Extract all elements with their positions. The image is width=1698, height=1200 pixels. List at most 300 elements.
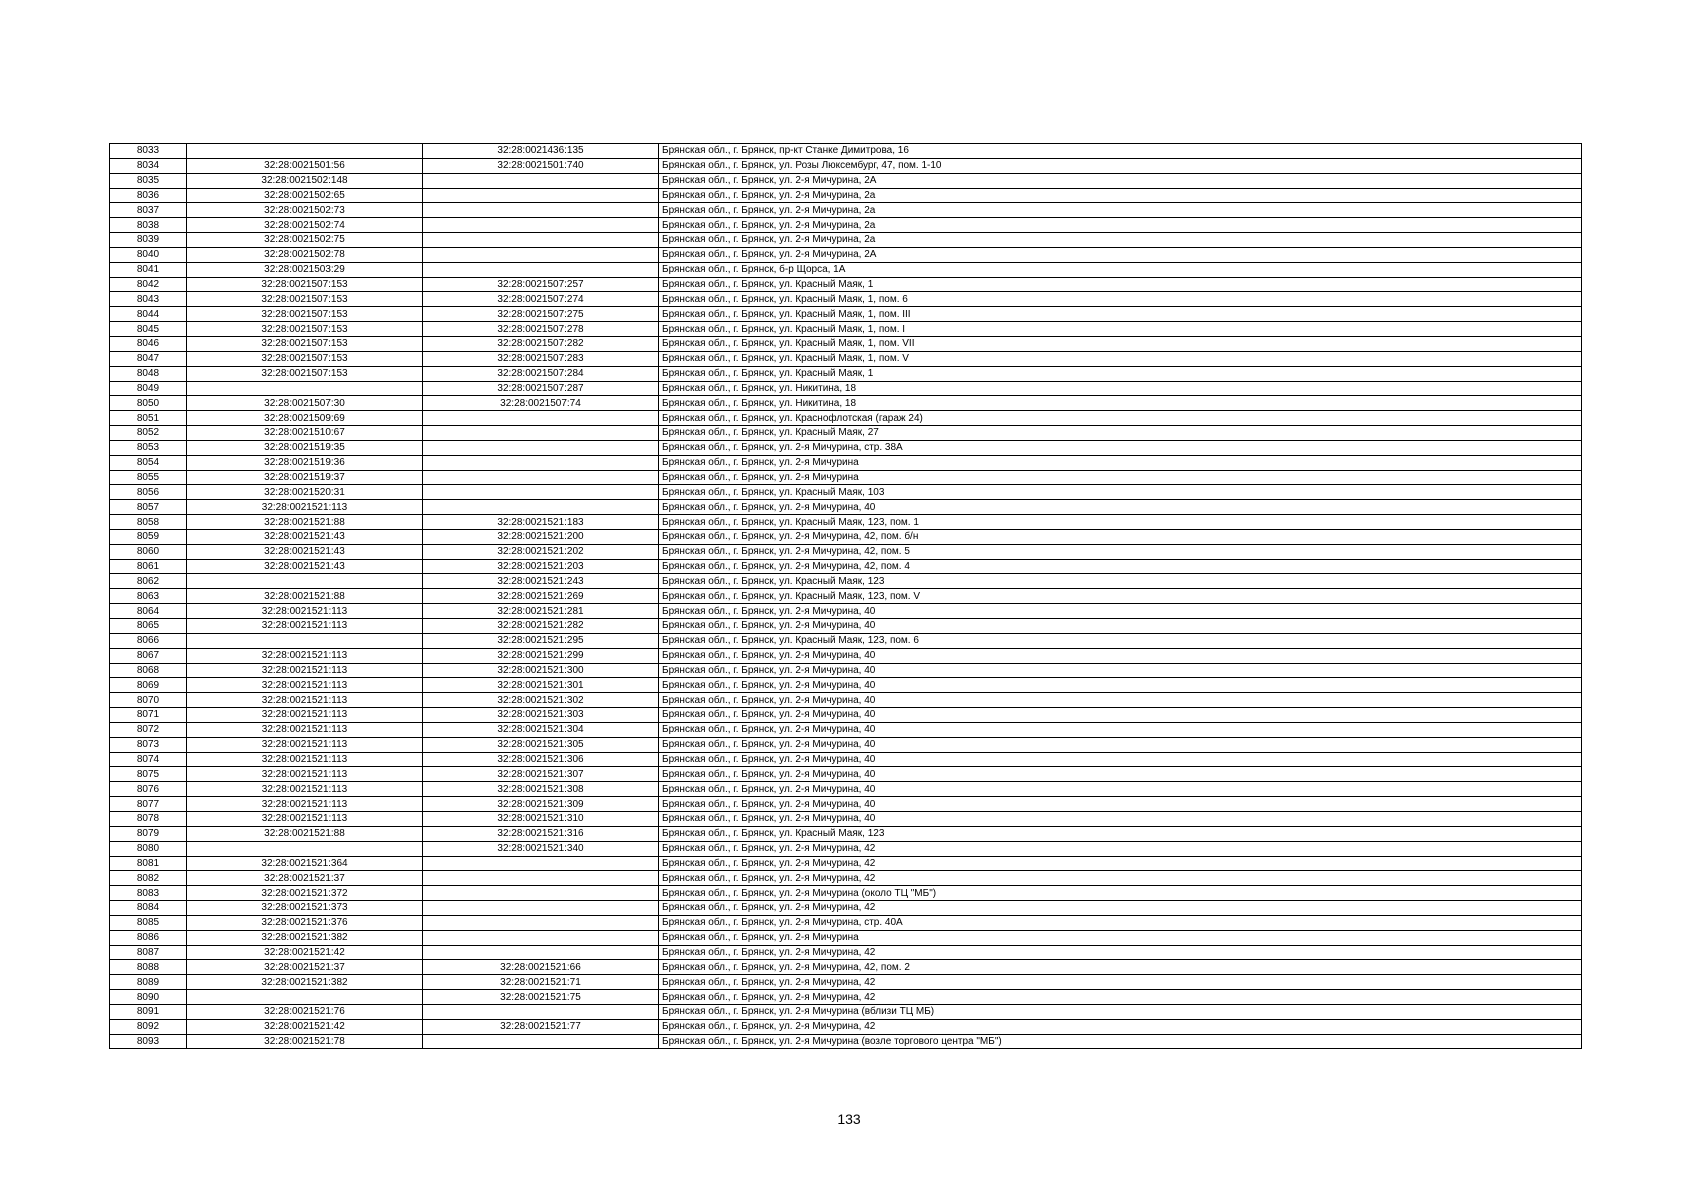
address-cell: Брянская обл., г. Брянск, ул. Красный Маяк, 1, пом. 6	[659, 292, 1582, 307]
row-number-cell: 8080	[110, 841, 187, 856]
row-number-cell: 8066	[110, 633, 187, 648]
table-row	[110, 351, 1582, 366]
row-number-cell: 8046	[110, 336, 187, 351]
object-cadastral-number-cell: 32:28:0021507:275	[423, 307, 659, 322]
row-number-cell: 8089	[110, 975, 187, 990]
address-cell: Брянская обл., г. Брянск, ул. Краснофлотская (гараж 24)	[659, 411, 1582, 426]
row-number-cell: 8061	[110, 559, 187, 574]
row-number-cell: 8053	[110, 440, 187, 455]
object-cadastral-number-cell	[423, 247, 659, 262]
object-cadastral-number-cell	[423, 886, 659, 901]
table-row	[110, 218, 1582, 233]
address-cell: Брянская обл., г. Брянск, ул. 2-я Мичурина, 2а	[659, 218, 1582, 233]
table-row	[110, 604, 1582, 619]
row-number-cell: 8071	[110, 708, 187, 723]
table-row	[110, 619, 1582, 634]
object-cadastral-number-cell: 32:28:0021521:200	[423, 529, 659, 544]
row-number-cell: 8093	[110, 1034, 187, 1049]
land-cadastral-number-cell: 32:28:0021521:113	[187, 678, 423, 693]
row-number-cell: 8049	[110, 381, 187, 396]
row-number-cell: 8078	[110, 811, 187, 826]
row-number-cell: 8038	[110, 218, 187, 233]
land-cadastral-number-cell: 32:28:0021502:65	[187, 188, 423, 203]
object-cadastral-number-cell	[423, 188, 659, 203]
land-cadastral-number-cell: 32:28:0021521:113	[187, 604, 423, 619]
object-cadastral-number-cell	[423, 411, 659, 426]
address-cell: Брянская обл., г. Брянск, ул. 2-я Мичурина, 2а	[659, 188, 1582, 203]
table-row	[110, 797, 1582, 812]
land-cadastral-number-cell: 32:28:0021507:153	[187, 322, 423, 337]
row-number-cell: 8050	[110, 396, 187, 411]
object-cadastral-number-cell: 32:28:0021521:307	[423, 767, 659, 782]
row-number-cell: 8083	[110, 886, 187, 901]
land-cadastral-number-cell: 32:28:0021521:78	[187, 1034, 423, 1049]
land-cadastral-number-cell	[187, 841, 423, 856]
table-row	[110, 233, 1582, 248]
address-cell: Брянская обл., г. Брянск, ул. 2-я Мичурина, 40	[659, 797, 1582, 812]
address-cell: Брянская обл., г. Брянск, пр-кт Станке Димитрова, 16	[659, 144, 1582, 159]
land-cadastral-number-cell: 32:28:0021509:69	[187, 411, 423, 426]
address-cell: Брянская обл., г. Брянск, ул. 2-я Мичурина, 42, пом. 4	[659, 559, 1582, 574]
address-cell: Брянская обл., г. Брянск, ул. 2-я Мичурина, 40	[659, 648, 1582, 663]
row-number-cell: 8057	[110, 500, 187, 515]
address-cell: Брянская обл., г. Брянск, ул. 2-я Мичурина, 40	[659, 767, 1582, 782]
table-row	[110, 975, 1582, 990]
address-cell: Брянская обл., г. Брянск, ул. 2-я Мичурина, 40	[659, 663, 1582, 678]
object-cadastral-number-cell: 32:28:0021521:75	[423, 990, 659, 1005]
object-cadastral-number-cell: 32:28:0021521:281	[423, 604, 659, 619]
table-row	[110, 1019, 1582, 1034]
page-number: 133	[837, 1111, 861, 1127]
land-cadastral-number-cell: 32:28:0021521:43	[187, 559, 423, 574]
table-row	[110, 945, 1582, 960]
address-cell: Брянская обл., г. Брянск, ул. 2-я Мичурина, стр. 40А	[659, 915, 1582, 930]
land-cadastral-number-cell: 32:28:0021521:372	[187, 886, 423, 901]
object-cadastral-number-cell: 32:28:0021521:203	[423, 559, 659, 574]
land-cadastral-number-cell: 32:28:0021521:88	[187, 515, 423, 530]
land-cadastral-number-cell: 32:28:0021521:76	[187, 1004, 423, 1019]
address-cell: Брянская обл., г. Брянск, ул. 2-я Мичурина, стр. 38А	[659, 440, 1582, 455]
row-number-cell: 8044	[110, 307, 187, 322]
object-cadastral-number-cell	[423, 440, 659, 455]
table-row	[110, 411, 1582, 426]
address-cell: Брянская обл., г. Брянск, ул. 2-я Мичурина, 40	[659, 708, 1582, 723]
table-row	[110, 336, 1582, 351]
object-cadastral-number-cell: 32:28:0021521:183	[423, 515, 659, 530]
object-cadastral-number-cell: 32:28:0021507:74	[423, 396, 659, 411]
row-number-cell: 8088	[110, 960, 187, 975]
address-cell: Брянская обл., г. Брянск, ул. 2-я Мичурина, 40	[659, 752, 1582, 767]
row-number-cell: 8090	[110, 990, 187, 1005]
object-cadastral-number-cell: 32:28:0021507:274	[423, 292, 659, 307]
address-cell: Брянская обл., г. Брянск, ул. 2-я Мичурина, 2А	[659, 247, 1582, 262]
address-cell: Брянская обл., г. Брянск, ул. 2-я Мичурина, 40	[659, 500, 1582, 515]
table-row	[110, 826, 1582, 841]
address-cell: Брянская обл., г. Брянск, ул. Красный Маяк, 1	[659, 277, 1582, 292]
table-row	[110, 366, 1582, 381]
land-cadastral-number-cell: 32:28:0021521:113	[187, 708, 423, 723]
row-number-cell: 8064	[110, 604, 187, 619]
table-row	[110, 648, 1582, 663]
row-number-cell: 8087	[110, 945, 187, 960]
row-number-cell: 8067	[110, 648, 187, 663]
land-cadastral-number-cell: 32:28:0021507:153	[187, 336, 423, 351]
address-cell: Брянская обл., г. Брянск, ул. 2-я Мичурина, 42	[659, 841, 1582, 856]
row-number-cell: 8056	[110, 485, 187, 500]
land-cadastral-number-cell: 32:28:0021521:373	[187, 901, 423, 916]
row-number-cell: 8036	[110, 188, 187, 203]
table-row	[110, 930, 1582, 945]
object-cadastral-number-cell	[423, 856, 659, 871]
land-cadastral-number-cell: 32:28:0021521:113	[187, 722, 423, 737]
table-row	[110, 633, 1582, 648]
table-row	[110, 678, 1582, 693]
row-number-cell: 8079	[110, 826, 187, 841]
row-number-cell: 8086	[110, 930, 187, 945]
address-cell: Брянская обл., г. Брянск, ул. 2-я Мичурина, 42	[659, 990, 1582, 1005]
table-row	[110, 752, 1582, 767]
row-number-cell: 8073	[110, 737, 187, 752]
row-number-cell: 8060	[110, 544, 187, 559]
land-cadastral-number-cell: 32:28:0021519:37	[187, 470, 423, 485]
object-cadastral-number-cell	[423, 426, 659, 441]
object-cadastral-number-cell: 32:28:0021507:282	[423, 336, 659, 351]
land-cadastral-number-cell: 32:28:0021521:364	[187, 856, 423, 871]
land-cadastral-number-cell: 32:28:0021521:113	[187, 797, 423, 812]
row-number-cell: 8069	[110, 678, 187, 693]
land-cadastral-number-cell: 32:28:0021521:43	[187, 529, 423, 544]
table-row	[110, 767, 1582, 782]
address-cell: Брянская обл., г. Брянск, ул. Красный Маяк, 1, пом. III	[659, 307, 1582, 322]
row-number-cell: 8076	[110, 782, 187, 797]
address-cell: Брянская обл., г. Брянск, ул. 2-я Мичурина, 2А	[659, 173, 1582, 188]
row-number-cell: 8033	[110, 144, 187, 159]
object-cadastral-number-cell	[423, 915, 659, 930]
address-cell: Брянская обл., г. Брянск, ул. 2-я Мичурина, 40	[659, 678, 1582, 693]
land-cadastral-number-cell: 32:28:0021520:31	[187, 485, 423, 500]
table-row	[110, 470, 1582, 485]
table-row	[110, 663, 1582, 678]
object-cadastral-number-cell: 32:28:0021507:284	[423, 366, 659, 381]
land-cadastral-number-cell: 32:28:0021521:113	[187, 648, 423, 663]
land-cadastral-number-cell	[187, 633, 423, 648]
land-cadastral-number-cell: 32:28:0021521:376	[187, 915, 423, 930]
address-cell: Брянская обл., г. Брянск, ул. 2-я Мичурина, 2а	[659, 233, 1582, 248]
object-cadastral-number-cell: 32:28:0021521:310	[423, 811, 659, 826]
land-cadastral-number-cell: 32:28:0021521:37	[187, 960, 423, 975]
row-number-cell: 8084	[110, 901, 187, 916]
table-row	[110, 440, 1582, 455]
object-cadastral-number-cell: 32:28:0021507:287	[423, 381, 659, 396]
object-cadastral-number-cell: 32:28:0021521:305	[423, 737, 659, 752]
land-cadastral-number-cell: 32:28:0021507:153	[187, 277, 423, 292]
row-number-cell: 8042	[110, 277, 187, 292]
object-cadastral-number-cell: 32:28:0021521:282	[423, 619, 659, 634]
land-cadastral-number-cell: 32:28:0021521:88	[187, 589, 423, 604]
row-number-cell: 8034	[110, 158, 187, 173]
address-cell: Брянская обл., г. Брянск, ул. Никитина, 18	[659, 396, 1582, 411]
land-cadastral-number-cell: 32:28:0021507:30	[187, 396, 423, 411]
land-cadastral-number-cell: 32:28:0021507:153	[187, 292, 423, 307]
address-cell: Брянская обл., г. Брянск, ул. 2-я Мичурина (возле торгового центра "МБ")	[659, 1034, 1582, 1049]
land-cadastral-number-cell: 32:28:0021510:67	[187, 426, 423, 441]
object-cadastral-number-cell: 32:28:0021521:299	[423, 648, 659, 663]
table-row	[110, 173, 1582, 188]
address-cell: Брянская обл., г. Брянск, ул. 2-я Мичурина	[659, 470, 1582, 485]
land-cadastral-number-cell: 32:28:0021502:78	[187, 247, 423, 262]
table-row	[110, 426, 1582, 441]
table-row	[110, 529, 1582, 544]
object-cadastral-number-cell: 32:28:0021521:300	[423, 663, 659, 678]
row-number-cell: 8077	[110, 797, 187, 812]
address-cell: Брянская обл., г. Брянск, ул. 2-я Мичурина, 42	[659, 856, 1582, 871]
address-cell: Брянская обл., г. Брянск, ул. Красный Маяк, 1, пом. V	[659, 351, 1582, 366]
land-cadastral-number-cell: 32:28:0021503:29	[187, 262, 423, 277]
land-cadastral-number-cell: 32:28:0021521:113	[187, 767, 423, 782]
address-cell: Брянская обл., г. Брянск, ул. 2-я Мичурина, 42	[659, 901, 1582, 916]
row-number-cell: 8037	[110, 203, 187, 218]
table-row	[110, 247, 1582, 262]
address-cell: Брянская обл., г. Брянск, ул. 2-я Мичурина, 42, пом. 5	[659, 544, 1582, 559]
land-cadastral-number-cell	[187, 381, 423, 396]
table-row	[110, 381, 1582, 396]
address-cell: Брянская обл., г. Брянск, ул. 2-я Мичурина, 42	[659, 871, 1582, 886]
row-number-cell: 8068	[110, 663, 187, 678]
table-row	[110, 856, 1582, 871]
row-number-cell: 8048	[110, 366, 187, 381]
row-number-cell: 8051	[110, 411, 187, 426]
table-row	[110, 262, 1582, 277]
row-number-cell: 8039	[110, 233, 187, 248]
table-row	[110, 515, 1582, 530]
table-row	[110, 1034, 1582, 1049]
table-row	[110, 396, 1582, 411]
table-row	[110, 589, 1582, 604]
address-cell: Брянская обл., г. Брянск, ул. 2-я Мичурина, 40	[659, 722, 1582, 737]
address-cell: Брянская обл., г. Брянск, ул. Красный Маяк, 123, пом. 6	[659, 633, 1582, 648]
object-cadastral-number-cell	[423, 945, 659, 960]
land-cadastral-number-cell	[187, 144, 423, 159]
table-row	[110, 322, 1582, 337]
land-cadastral-number-cell: 32:28:0021521:113	[187, 663, 423, 678]
address-cell: Брянская обл., г. Брянск, ул. Красный Маяк, 123, пом. V	[659, 589, 1582, 604]
object-cadastral-number-cell	[423, 262, 659, 277]
row-number-cell: 8043	[110, 292, 187, 307]
object-cadastral-number-cell	[423, 485, 659, 500]
table-row	[110, 841, 1582, 856]
land-cadastral-number-cell: 32:28:0021502:74	[187, 218, 423, 233]
land-cadastral-number-cell: 32:28:0021521:88	[187, 826, 423, 841]
object-cadastral-number-cell	[423, 203, 659, 218]
row-number-cell: 8072	[110, 722, 187, 737]
object-cadastral-number-cell	[423, 1004, 659, 1019]
row-number-cell: 8070	[110, 693, 187, 708]
land-cadastral-number-cell: 32:28:0021502:148	[187, 173, 423, 188]
object-cadastral-number-cell: 32:28:0021507:278	[423, 322, 659, 337]
object-cadastral-number-cell	[423, 500, 659, 515]
table-row	[110, 455, 1582, 470]
table-row	[110, 915, 1582, 930]
row-number-cell: 8062	[110, 574, 187, 589]
land-cadastral-number-cell: 32:28:0021521:113	[187, 693, 423, 708]
object-cadastral-number-cell: 32:28:0021521:309	[423, 797, 659, 812]
table-row	[110, 901, 1582, 916]
address-cell: Брянская обл., г. Брянск, ул. 2-я Мичурина, 40	[659, 693, 1582, 708]
land-cadastral-number-cell: 32:28:0021521:113	[187, 782, 423, 797]
object-cadastral-number-cell	[423, 871, 659, 886]
object-cadastral-number-cell: 32:28:0021521:340	[423, 841, 659, 856]
object-cadastral-number-cell	[423, 218, 659, 233]
address-cell: Брянская обл., г. Брянск, ул. Красный Маяк, 27	[659, 426, 1582, 441]
object-cadastral-number-cell: 32:28:0021521:301	[423, 678, 659, 693]
object-cadastral-number-cell: 32:28:0021501:740	[423, 158, 659, 173]
row-number-cell: 8085	[110, 915, 187, 930]
address-cell: Брянская обл., г. Брянск, ул. 2-я Мичурина, 42, пом. 2	[659, 960, 1582, 975]
table-row	[110, 574, 1582, 589]
table-row	[110, 960, 1582, 975]
object-cadastral-number-cell: 32:28:0021521:243	[423, 574, 659, 589]
row-number-cell: 8063	[110, 589, 187, 604]
object-cadastral-number-cell: 32:28:0021521:308	[423, 782, 659, 797]
object-cadastral-number-cell: 32:28:0021521:269	[423, 589, 659, 604]
row-number-cell: 8059	[110, 529, 187, 544]
address-cell: Брянская обл., г. Брянск, ул. 2-я Мичурина, 42	[659, 1019, 1582, 1034]
row-number-cell: 8055	[110, 470, 187, 485]
table-row	[110, 871, 1582, 886]
object-cadastral-number-cell: 32:28:0021521:306	[423, 752, 659, 767]
table-row	[110, 485, 1582, 500]
land-cadastral-number-cell: 32:28:0021521:37	[187, 871, 423, 886]
object-cadastral-number-cell: 32:28:0021521:71	[423, 975, 659, 990]
table-row	[110, 990, 1582, 1005]
table-row	[110, 307, 1582, 322]
row-number-cell: 8054	[110, 455, 187, 470]
object-cadastral-number-cell: 32:28:0021507:283	[423, 351, 659, 366]
address-cell: Брянская обл., г. Брянск, ул. 2-я Мичурина, 2а	[659, 203, 1582, 218]
table-row	[110, 158, 1582, 173]
address-cell: Брянская обл., г. Брянск, ул. 2-я Мичурина, 42, пом. б/н	[659, 529, 1582, 544]
table-row	[110, 1004, 1582, 1019]
row-number-cell: 8058	[110, 515, 187, 530]
address-cell: Брянская обл., г. Брянск, ул. 2-я Мичурина (вблизи ТЦ МБ)	[659, 1004, 1582, 1019]
object-cadastral-number-cell: 32:28:0021507:257	[423, 277, 659, 292]
table-row	[110, 144, 1582, 159]
land-cadastral-number-cell: 32:28:0021521:113	[187, 811, 423, 826]
object-cadastral-number-cell	[423, 455, 659, 470]
object-cadastral-number-cell: 32:28:0021521:316	[423, 826, 659, 841]
object-cadastral-number-cell: 32:28:0021521:77	[423, 1019, 659, 1034]
table-row	[110, 188, 1582, 203]
row-number-cell: 8041	[110, 262, 187, 277]
address-cell: Брянская обл., г. Брянск, ул. Красный Маяк, 103	[659, 485, 1582, 500]
table-row	[110, 292, 1582, 307]
table-row	[110, 737, 1582, 752]
object-cadastral-number-cell	[423, 470, 659, 485]
address-cell: Брянская обл., г. Брянск, б-р Щорса, 1А	[659, 262, 1582, 277]
land-cadastral-number-cell	[187, 574, 423, 589]
row-number-cell: 8074	[110, 752, 187, 767]
address-cell: Брянская обл., г. Брянск, ул. 2-я Мичурина, 40	[659, 811, 1582, 826]
land-cadastral-number-cell: 32:28:0021507:153	[187, 307, 423, 322]
row-number-cell: 8081	[110, 856, 187, 871]
land-cadastral-number-cell: 32:28:0021507:153	[187, 351, 423, 366]
object-cadastral-number-cell: 32:28:0021521:66	[423, 960, 659, 975]
land-cadastral-number-cell: 32:28:0021521:42	[187, 1019, 423, 1034]
object-cadastral-number-cell: 32:28:0021521:295	[423, 633, 659, 648]
address-cell: Брянская обл., г. Брянск, ул. Красный Маяк, 123, пом. 1	[659, 515, 1582, 530]
row-number-cell: 8035	[110, 173, 187, 188]
address-cell: Брянская обл., г. Брянск, ул. Розы Люксембург, 47, пом. 1-10	[659, 158, 1582, 173]
land-cadastral-number-cell: 32:28:0021501:56	[187, 158, 423, 173]
land-cadastral-number-cell	[187, 990, 423, 1005]
object-cadastral-number-cell	[423, 173, 659, 188]
land-cadastral-number-cell: 32:28:0021521:382	[187, 975, 423, 990]
address-cell: Брянская обл., г. Брянск, ул. 2-я Мичурина (около ТЦ "МБ")	[659, 886, 1582, 901]
land-cadastral-number-cell: 32:28:0021519:35	[187, 440, 423, 455]
table-row	[110, 500, 1582, 515]
object-cadastral-number-cell	[423, 233, 659, 248]
table-row	[110, 811, 1582, 826]
row-number-cell: 8045	[110, 322, 187, 337]
object-cadastral-number-cell: 32:28:0021521:202	[423, 544, 659, 559]
land-cadastral-number-cell: 32:28:0021521:113	[187, 619, 423, 634]
land-cadastral-number-cell: 32:28:0021521:113	[187, 752, 423, 767]
object-cadastral-number-cell	[423, 1034, 659, 1049]
table-row	[110, 782, 1582, 797]
land-cadastral-number-cell: 32:28:0021521:42	[187, 945, 423, 960]
land-cadastral-number-cell: 32:28:0021521:113	[187, 737, 423, 752]
land-cadastral-number-cell: 32:28:0021502:75	[187, 233, 423, 248]
address-cell: Брянская обл., г. Брянск, ул. Красный Маяк, 123	[659, 574, 1582, 589]
address-cell: Брянская обл., г. Брянск, ул. Красный Маяк, 1	[659, 366, 1582, 381]
row-number-cell: 8052	[110, 426, 187, 441]
address-cell: Брянская обл., г. Брянск, ул. 2-я Мичурина, 42	[659, 945, 1582, 960]
land-cadastral-number-cell: 32:28:0021521:43	[187, 544, 423, 559]
land-cadastral-number-cell: 32:28:0021519:36	[187, 455, 423, 470]
object-cadastral-number-cell: 32:28:0021436:135	[423, 144, 659, 159]
table-row	[110, 722, 1582, 737]
address-cell: Брянская обл., г. Брянск, ул. 2-я Мичурина	[659, 455, 1582, 470]
object-cadastral-number-cell	[423, 930, 659, 945]
row-number-cell: 8040	[110, 247, 187, 262]
land-cadastral-number-cell: 32:28:0021521:113	[187, 500, 423, 515]
address-cell: Брянская обл., г. Брянск, ул. 2-я Мичурина	[659, 930, 1582, 945]
row-number-cell: 8082	[110, 871, 187, 886]
table-row	[110, 559, 1582, 574]
address-cell: Брянская обл., г. Брянск, ул. Красный Маяк, 123	[659, 826, 1582, 841]
land-cadastral-number-cell: 32:28:0021521:382	[187, 930, 423, 945]
row-number-cell: 8047	[110, 351, 187, 366]
table-row	[110, 886, 1582, 901]
object-cadastral-number-cell: 32:28:0021521:302	[423, 693, 659, 708]
table-row	[110, 693, 1582, 708]
table-row	[110, 203, 1582, 218]
address-cell: Брянская обл., г. Брянск, ул. 2-я Мичурина, 42	[659, 975, 1582, 990]
row-number-cell: 8091	[110, 1004, 187, 1019]
table-row	[110, 544, 1582, 559]
object-cadastral-number-cell: 32:28:0021521:304	[423, 722, 659, 737]
address-cell: Брянская обл., г. Брянск, ул. Никитина, 18	[659, 381, 1582, 396]
address-cell: Брянская обл., г. Брянск, ул. 2-я Мичурина, 40	[659, 737, 1582, 752]
row-number-cell: 8065	[110, 619, 187, 634]
row-number-cell: 8075	[110, 767, 187, 782]
table-row	[110, 277, 1582, 292]
address-cell: Брянская обл., г. Брянск, ул. Красный Маяк, 1, пом. VII	[659, 336, 1582, 351]
row-number-cell: 8092	[110, 1019, 187, 1034]
address-cell: Брянская обл., г. Брянск, ул. 2-я Мичурина, 40	[659, 782, 1582, 797]
land-cadastral-number-cell: 32:28:0021507:153	[187, 366, 423, 381]
table-row	[110, 708, 1582, 723]
